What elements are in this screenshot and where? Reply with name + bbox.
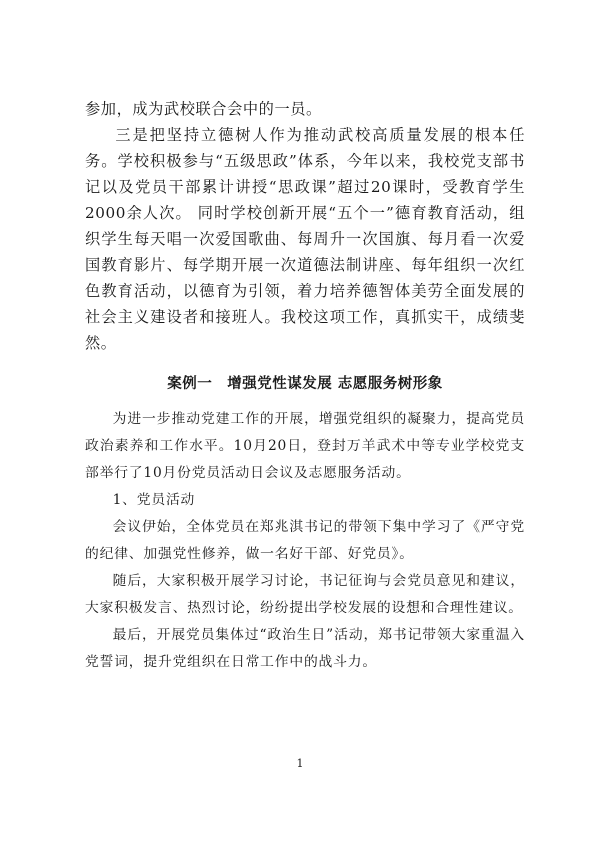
body-text-top xyxy=(85,96,525,356)
section-label: 1、党员活动 xyxy=(112,492,196,508)
body-text-case xyxy=(85,406,525,676)
paragraph: 三是把坚持立德树人作为推动武校高质量发展的根本任务。学校积极参与“五级思政”体系，今年以来，我校党支部书记以及党员干部累计讲授“思政课”超过20课时，受教育学生2000余人次。 同时学校创新开展“五个一”德育教育活动，组织学生每天唱一次爱国歌曲、每周升一次国旗、每月看一次爱国教育影片、每学期开展一次道德法制讲座、每年组织一次红色教育活动，以德育为引领，着力培养德智体美劳全面发展的社会主义建设者和接班人。我校这项工作，真抓实干，成绩斐然。 xyxy=(85,126,525,352)
paragraph: 为进一步推动党建工作的开展，增强党组织的凝聚力，提高党员政治素养和工作水平。10月20日，登封万羊武术中等专业学校党支部举行了10月份党员活动日会议及志愿服务活动。 xyxy=(85,411,525,481)
paragraph: 参加，成为武校联合会中的一员。 xyxy=(85,100,322,118)
case-heading: 案例一 增强党性谋发展 志愿服务树形象 xyxy=(167,376,443,392)
paragraph: 会议伊始，全体党员在郑兆淇书记的带领下集中学习了《严守党的纪律、加强党性修养，做一名好干部、好党员》。 xyxy=(85,519,525,562)
page-number: 1 xyxy=(296,757,304,770)
paragraph: 随后，大家积极开展学习讨论，书记征询与会党员意见和建议，大家积极发言、热烈讨论，纷纷提出学校发展的设想和合理性建议。 xyxy=(85,573,525,616)
paragraph: 最后，开展党员集体过“政治生日”活动，郑书记带领大家重温入党誓词，提升党组织在日常工作中的战斗力。 xyxy=(85,627,525,670)
